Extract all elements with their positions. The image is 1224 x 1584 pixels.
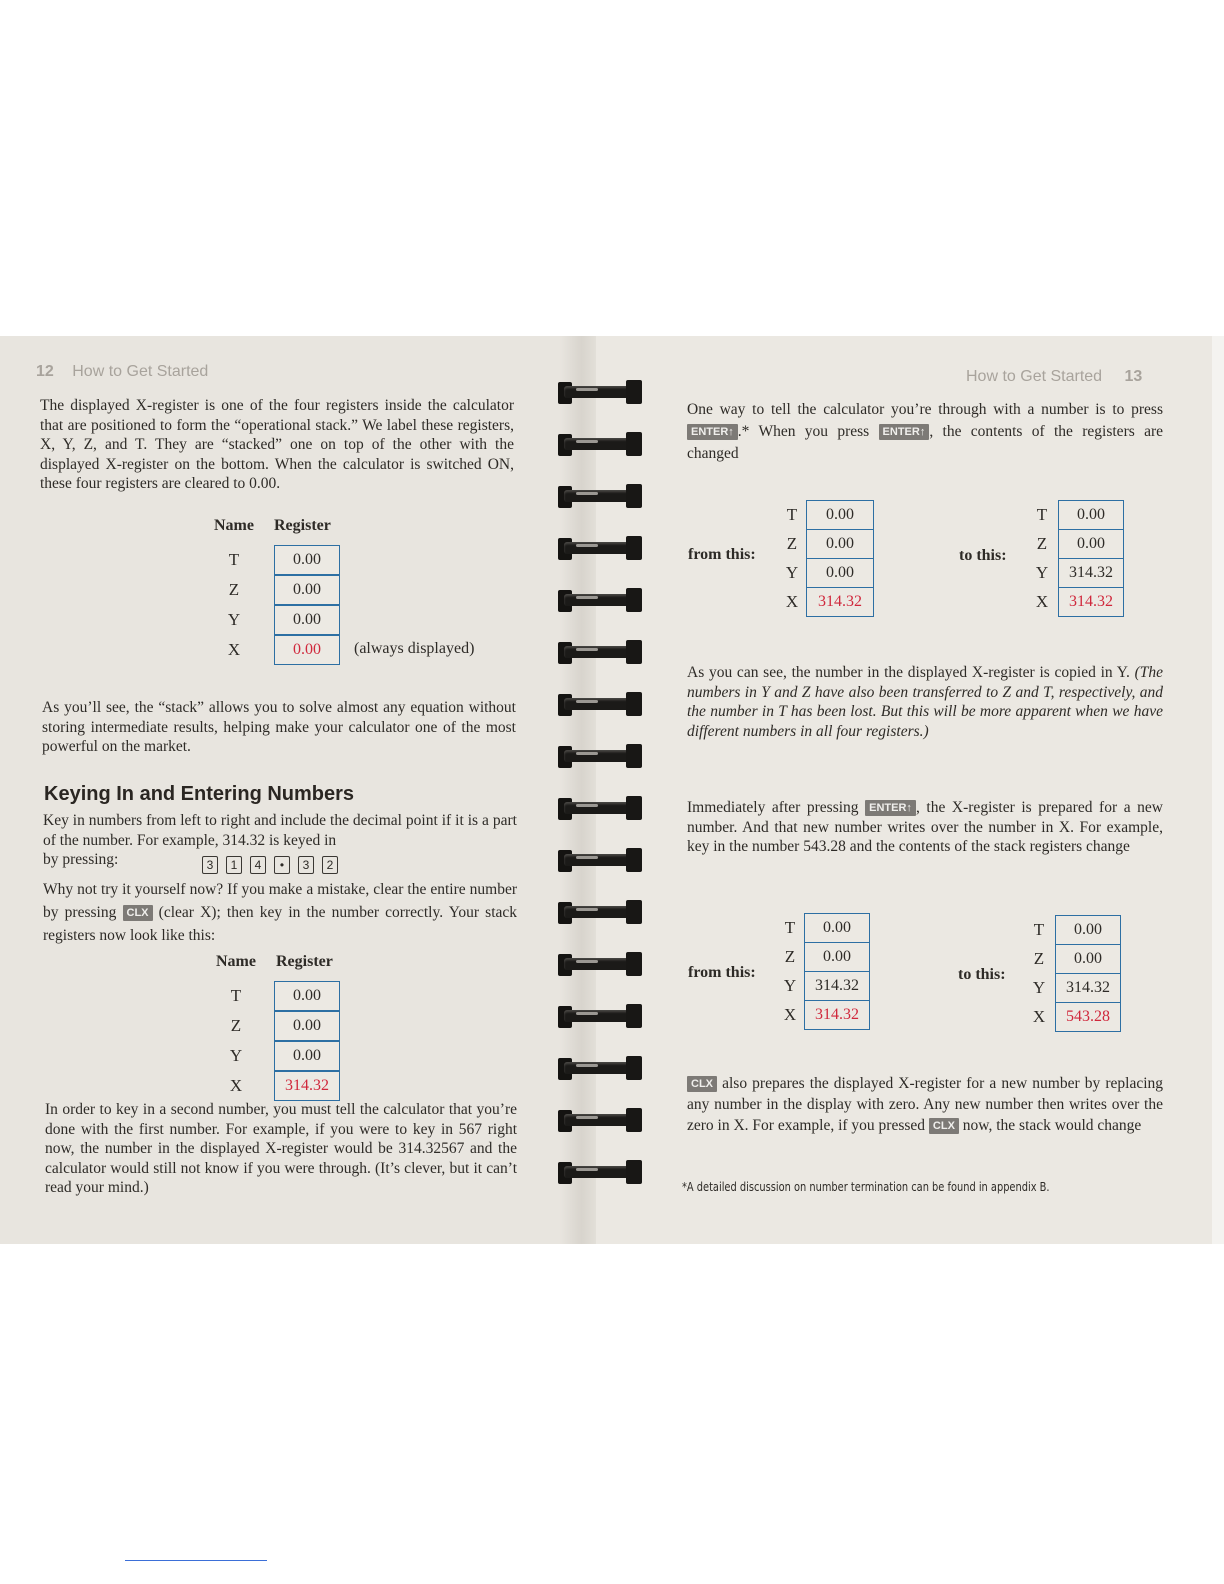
digit-key: 3 [202,856,218,874]
spiral-ring [558,586,642,616]
right-para-1 [687,399,1163,465]
right-running-head-text: How to Get Started [966,368,1103,385]
spiral-ring [558,846,642,876]
right-para-1-text-b: .* When you press [737,423,870,440]
decimal-point-key: • [274,856,290,874]
spiral-ring [558,482,642,512]
right-para-4-text-b: now, the stack would change [962,1117,1142,1134]
keystroke-sequence [202,856,346,874]
clx-key: CLX [687,1076,717,1092]
digit-key: 1 [226,856,242,874]
register-value: 0.00 [274,981,340,1011]
register-value: 0.00 [806,500,874,530]
register-label: Y [783,976,797,995]
stack-diagram-1 [214,517,514,677]
stack-register-header: Register [274,517,331,534]
spiral-ring [558,742,642,772]
register-value: 0.00 [274,1041,340,1071]
left-running-head-text: How to Get Started [72,363,209,380]
register-label: Z [784,947,796,966]
register-value: 0.00 [1058,529,1124,559]
left-para-5: In order to key in a second number, you must tell the calculator that you’re done with the first number. For example, if you were to key in 567 right now, the number in the displayed X-register would be 314.32567 and the calculator would still not know if you were through. (It’s clever, but it can’t read your mind.) [45,1101,517,1196]
left-para-3-line2: by pressing: [43,851,119,868]
always-displayed-caption: (always displayed) [354,640,475,657]
from-stack-1 [780,500,880,624]
register-label: Z [1036,534,1048,553]
stack-name-header: Name [214,517,254,534]
clx-key: CLX [929,1118,959,1134]
register-value: 0.00 [804,942,870,972]
footnote: *A detailed discussion on number termination can be found in appendix B. [682,1180,1050,1194]
right-para-2 [687,663,1163,741]
spiral-ring [558,534,642,564]
right-para-4 [687,1073,1163,1136]
book-spread [0,336,1224,1244]
right-para-2-text-a: As you can see, the number in the displayed X-register is copied in Y. [687,664,1130,681]
right-page-number: 13 [1124,368,1143,385]
register-label: Z [230,1016,242,1035]
register-value: 0.00 [274,575,340,605]
spiral-ring [558,898,642,928]
register-value: 0.00 [274,605,340,635]
to-stack-2 [1027,915,1127,1039]
left-para-4-text-b: (clear X); then key in the number correctly. Your stack registers now look like this: [43,904,518,944]
digit-key: 4 [250,856,266,874]
register-label: Z [1033,949,1045,968]
register-value: 0.00 [274,1011,340,1041]
spiral-ring [558,1054,642,1084]
spiral-ring [558,638,642,668]
spiral-ring [558,950,642,980]
spiral-ring [558,690,642,720]
digit-key: 3 [298,856,314,874]
spiral-ring [558,1158,642,1188]
left-page [0,336,560,1244]
register-label: T [228,550,240,569]
register-label: Z [786,534,798,553]
section-heading: Keying In and Entering Numbers [44,783,355,805]
register-label: X [1032,1007,1046,1026]
register-label: T [786,505,798,524]
left-para-2: As you’ll see, the “stack” allows you to solve almost any equation without storing intermediate results, helping make your calculator one of the most powerful on the market. [42,699,516,755]
register-value: 314.32 [804,971,870,1001]
footer-rule [125,1560,267,1561]
from-this-label: from this: [688,964,756,981]
from-stack-2 [778,913,878,1037]
register-label: X [785,592,799,611]
register-value: 0.00 [1058,500,1124,530]
register-value-x: 314.32 [804,1000,870,1030]
left-para-3-text: Key in numbers from left to right and include the decimal point if it is a part of the number. For example, 314.32 is keyed in [43,812,517,849]
digit-key: 2 [322,856,338,874]
register-value-x: 314.32 [1058,587,1124,617]
register-label: T [1036,505,1048,524]
from-this-label: from this: [688,546,756,563]
right-para-1-text-a: One way to tell the calculator you’re through with a number is to press [687,401,1163,418]
left-para-1: The displayed X-register is one of the four registers inside the calculator that are positioned to form the “operational stack.” We label these registers, X, Y, Z, and T. They are “stacked” one on top of the other with the displayed X-register on the bottom. When the calculator is switched ON, these four registers are cleared to 0.00. [40,397,514,492]
register-label: X [229,1076,243,1095]
spiral-ring [558,430,642,460]
register-value: 314.32 [1058,558,1124,588]
register-value: 0.00 [806,529,874,559]
register-value-x: 314.32 [806,587,874,617]
register-value: 314.32 [1055,973,1121,1003]
clx-key: CLX [123,905,153,921]
right-para-2-text-b: (The numbers in Y and Z have also been transferred to Z and T, respectively, and the number in T has been lost. But this will be more apparent when we have different numbers in all four registers.) [687,664,1164,740]
register-value: 0.00 [274,545,340,575]
right-page [596,336,1212,1244]
register-value-x: 0.00 [274,635,340,665]
register-value: 0.00 [1055,944,1121,974]
left-para-4-text-a: Why not try it yourself now? If you make a mistake, clear the entire number by pressing [43,881,517,921]
register-value: 0.00 [806,558,874,588]
left-page-number: 12 [36,363,54,380]
enter-key: ENTER↑ [687,424,738,440]
register-label: X [227,640,241,659]
register-label: T [1033,920,1045,939]
left-running-head [36,363,208,381]
spiral-ring [558,378,642,408]
left-para-4 [43,878,517,947]
register-label: T [784,918,796,937]
register-label: Y [1035,563,1049,582]
stack-register-header: Register [276,953,333,970]
spiral-ring [558,1106,642,1136]
register-label: Z [228,580,240,599]
to-this-label: to this: [958,966,1006,983]
register-value: 0.00 [804,913,870,943]
stack-diagram-2 [216,953,516,1103]
register-label: X [1035,592,1049,611]
stack-name-header: Name [216,953,256,970]
register-value-x: 314.32 [274,1071,340,1101]
register-label: Y [227,610,241,629]
register-label: X [783,1005,797,1024]
enter-key: ENTER↑ [865,800,916,816]
register-label: Y [785,563,799,582]
right-running-head [966,368,1142,386]
page-edge [1212,336,1224,1244]
spiral-ring [558,794,642,824]
register-label: T [230,986,242,1005]
spiral-ring [558,1002,642,1032]
register-label: Y [229,1046,243,1065]
register-value-x: 543.28 [1055,1002,1121,1032]
right-para-3-text-a: Immediately after pressing [687,799,859,816]
right-para-4-text-a: also prepares the displayed X-register for a new number by replacing any number in the display with zero. Any new number then writes over the zero in X. For example, if you pressed [687,1075,1164,1134]
enter-key: ENTER↑ [879,424,930,440]
register-label: Y [1032,978,1046,997]
right-para-3-text-b: , the X-register is prepared for a new number. And that new number writes over the number in X. For example, key in the number 543.28 and the contents of the stack registers change [687,799,1163,855]
to-this-label: to this: [959,547,1007,564]
right-para-1-text-c: , the contents of the registers are changed [687,423,1164,462]
register-value: 0.00 [1055,915,1121,945]
to-stack-1 [1030,500,1130,624]
right-para-3 [687,798,1163,857]
